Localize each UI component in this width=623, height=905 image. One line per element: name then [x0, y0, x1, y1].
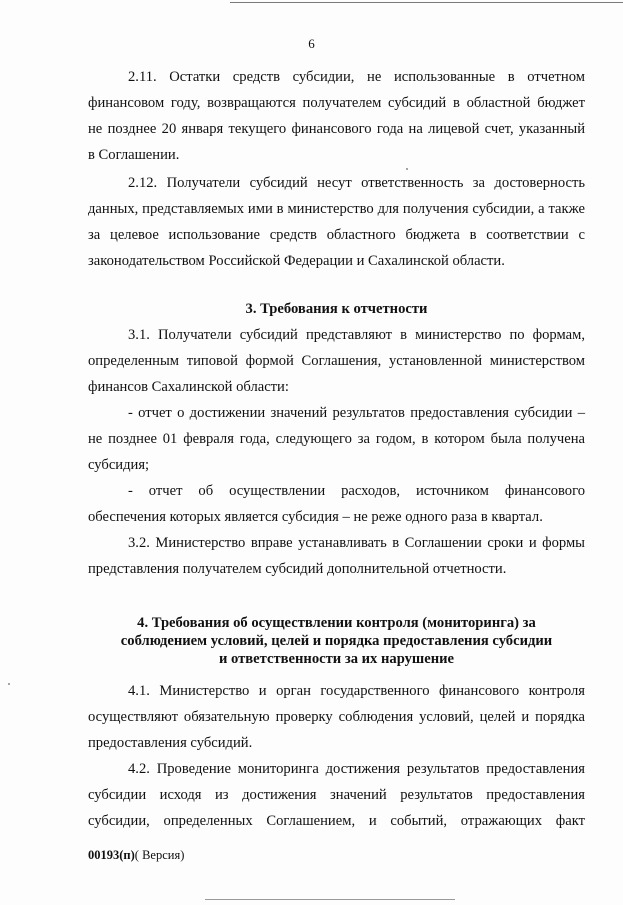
paragraph-line: субсидии, определенных Соглашением, и событий, отражающих факт: [88, 813, 585, 829]
paragraph-line: субсидии исходя из достижения значений результатов предоставления: [88, 787, 585, 803]
paragraph-line: 4.2. Проведение мониторинга достижения результатов предоставления: [128, 761, 585, 777]
paragraph-line: 2.12. Получатели субсидий несут ответственность за достоверность: [128, 175, 585, 191]
section-4-title-line: соблюдением условий, целей и порядка предоставления субсидии: [120, 633, 553, 649]
paragraph-line: определенным типовой формой Соглашения, установленной министерством: [88, 353, 585, 369]
paragraph-line: финансов Сахалинской области:: [88, 379, 289, 395]
scan-border-top: [230, 2, 623, 3]
paragraph-line: субсидия;: [88, 457, 150, 473]
paragraph-line: не позднее 01 февраля года, следующего за годом, в котором была получена: [88, 431, 585, 447]
paragraph-line: предоставления субсидий.: [88, 735, 253, 751]
paragraph-line: 4.1. Министерство и орган государственного финансового контроля: [128, 683, 585, 699]
paragraph-line: - отчет об осуществлении расходов, источником финансового: [128, 483, 585, 499]
paragraph-line: за целевое использование средств областного бюджета в соответствии с: [88, 227, 585, 243]
scan-speck: [406, 168, 408, 170]
paragraph-line: представления получателем субсидий дополнительной отчетности.: [88, 561, 507, 577]
section-3-title: 3. Требования к отчетности: [245, 301, 428, 317]
paragraph-line: 2.11. Остатки средств субсидии, не использованные в отчетном: [128, 69, 585, 85]
scan-border-bottom: [205, 899, 455, 900]
paragraph-line: 3.1. Получатели субсидий представляют в министерство по формам,: [128, 327, 585, 343]
paragraph-line: осуществляют обязательную проверку соблюдения условий, целей и порядка: [88, 709, 585, 725]
document-version: ( Версия): [134, 848, 185, 862]
paragraph-line: обеспечения которых является субсидия – не реже одного раза в квартал.: [88, 509, 543, 525]
section-4-title-line: 4. Требования об осуществлении контроля (мониторинга) за: [137, 615, 536, 631]
paragraph-line: законодательством Российской Федерации и Сахалинской области.: [88, 253, 505, 269]
page-number: 6: [308, 36, 315, 51]
paragraph-line: финансовом году, возвращаются получателем субсидий в областной бюджет: [88, 95, 585, 111]
paragraph-line: 3.2. Министерство вправе устанавливать в Соглашении сроки и формы: [128, 535, 585, 551]
paragraph-line: в Соглашении.: [88, 147, 180, 163]
scan-speck: [8, 683, 10, 685]
paragraph-line: данных, представляемых ими в министерство для получения субсидии, а также: [88, 201, 585, 217]
paragraph-line: - отчет о достижении значений результатов предоставления субсидии –: [128, 405, 585, 421]
document-code: 00193(п): [88, 848, 135, 862]
document-footer: [88, 848, 184, 863]
paragraph-line: не позднее 20 января текущего финансового года на лицевой счет, указанный: [88, 121, 585, 137]
section-4-title-line: и ответственности за их нарушение: [218, 651, 455, 667]
